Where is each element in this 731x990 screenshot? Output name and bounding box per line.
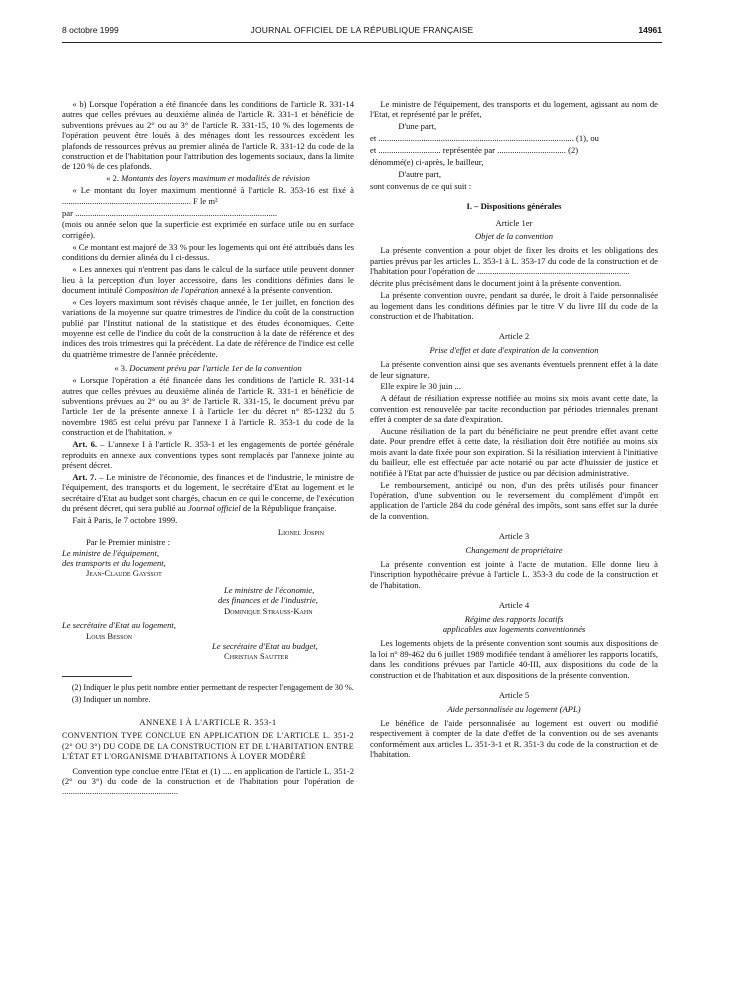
article-2-p5: Le remboursement, anticipé ou non, d'un des prêts utilisés pour financer l'opération, d'une subvention ou le reversement du complément d'impôt en application de l'article 284 du code général des impôts, sont sans effet sur la durée de la convention. <box>370 479 658 521</box>
article-2-p4: Aucune résiliation de la part du bénéficiaire ne peut prendre effet avant cette date. Pour prendre effet à cette date, la résiliation doit être notifiée au moins six mois avant la date fixée pour son expiration. Si la résiliation intervient à l'initiative du bailleur, elle est effectuée par acte notarié ou par acte d'huissier de justice et notifiée à l'Etat par acte d'huissier de justice ou par décision administrative. <box>370 426 658 478</box>
article-5-p: Le bénéfice de l'aide personnalisée au logement est ouvert ou modifié respectivement à compter de la date d'effet de la convention ou de ses avenants conformément aux articles L. 351-3-1 et R. 351-3 du code de la construction et de l'habitation. <box>370 717 658 760</box>
article-4-p: Les logements objets de la présente convention sont soumis aux dispositions de la loi n° 89-462 du 6 juillet 1989 modifiée tendant à améliorer les rapports locatifs, dans les conditions prévues par l'article 40-III, aux dispositions du code de la construction et de l'habitation et aux dispositions de la présente convention. <box>370 638 658 680</box>
annexe-paragraph: Convention type conclue entre l'Etat et (1) .... en application de l'article L. 351-2 (2° ou 3°) du code de la construction et de l'habitation pour l'opération de ...................................................... <box>62 765 354 797</box>
article-4-title-2: applicables aux logements conventionnés <box>442 624 586 635</box>
article-2-title: Prise d'effet et date d'expiration de la convention <box>429 344 599 355</box>
article-2-p2: Elle expire le 30 juin ... <box>380 381 461 392</box>
dautre-part: D'autre part, <box>398 168 441 179</box>
article-1-heading: Article 1er <box>495 217 533 228</box>
paragraph-document: « Lorsque l'opération a été financée dans les conditions de l'article R. 331-14 autres que celles prévues au deuxième alinéa de l'article R. 331-1 et bénéficie de subventions prévues au 2° ou au 3° de l'article R. 331-15, le document prévu par l'article 1er de la présente annexe I à l'article 1er du décret n° 85-1232 du 5 novembre 1985 est celui prévu par l'annexe I à l'article R. 353-1 du code de la construction et de l'habitation. » <box>62 375 354 438</box>
page-header <box>62 25 662 39</box>
signature-besson: Louis Besson <box>86 630 133 641</box>
article-5-heading: Article 5 <box>498 690 530 701</box>
section-2-heading: « 2. Montants des loyers maximum et modalités de révision <box>106 173 310 184</box>
article-3-p: La présente convention est jointe à l'acte de mutation. Elle donne lieu à l'inscription hypothécaire prévue à l'article L. 353-3 du code de la construction et de l'habitation. <box>370 559 658 590</box>
equipement-title-2: des transports et du logement, <box>62 558 166 569</box>
article-6: Art. 6. – L'annexe I à l'article R. 353-1 et les engagements de portée générale reproduits en annexe aux conventions types sont remplacés par l'annexe jointe au présent décret. <box>62 439 355 470</box>
fait-a-paris: Fait à Paris, le 7 octobre 1999. <box>72 514 178 525</box>
header-rule <box>62 42 662 43</box>
section-3-heading: « 3. Document prévu par l'article 1er de la convention <box>114 363 302 374</box>
denomme-line: dénommé(e) ci-après, le bailleur, <box>370 157 484 168</box>
logement-title: Le secrétaire d'Etat au logement, <box>62 620 176 631</box>
right-column <box>370 99 658 761</box>
economie-title-2: des finances et de l'industrie, <box>218 595 318 606</box>
paragraph-loyer: « Le montant du loyer maximum mentionné à l'article R. 353-16 est fixé à ............................................................ F le m² <box>62 185 354 206</box>
article-2-p1: La présente convention ainsi que ses avenants éventuels prennent effet à la date de leur signature. <box>370 359 658 380</box>
economie-title-1: Le ministre de l'économie, <box>224 584 315 595</box>
paragraph-majore: « Ce montant est majoré de 33 % pour les logements qui ont été attribués dans les conditions du dernier alinéa du I ci-dessus. <box>62 241 354 263</box>
signature-sautter: Christian Sautter <box>224 651 289 662</box>
article-2-heading: Article 2 <box>498 331 530 342</box>
article-4-title-1: Régime des rapports locatifs <box>464 613 564 624</box>
paragraph-loyer-par: par .............................................................................................. <box>62 207 278 218</box>
page-number: 14961 <box>638 25 662 35</box>
signature-jospin: Lionel Jospin <box>277 526 324 537</box>
budget-title: Le secrétaire d'Etat au budget, <box>212 640 318 651</box>
article-5-title: Aide personnalisée au logement (APL) <box>447 703 581 714</box>
header-date: 8 octobre 1999 <box>62 25 119 35</box>
ministre-paragraph: Le ministre de l'équipement, des transports et du logement, agissant au nom de l'Etat, et représenté par le préfet, <box>370 99 658 120</box>
paragraph-b: « b) Lorsque l'opération a été financée dans les conditions de l'article R. 331-14 autres que celles prévues au deuxième alinéa de l'article R. 331-1 et bénéficie de subventions prévues au 2° ou au 3° de l'article R. 331-15, 10 % des logements de l'opération peuvent être loués à des ménages dont les ressources excèdent les plafonds de ressources prévus au premier alinéa de l'article R. 331-12 du code de la construction et de l'habitation pour l'attribution des logements sociaux, dans la limite de 120 % de ces plafonds. <box>62 99 354 172</box>
paragraph-annexes: « Les annexes qui n'entrent pas dans le calcul de la surface utile peuvent donner lieu à la perception d'un loyer accessoire, dans les conditions définies dans le document intitulé Composition de l'opération annexé à la présente convention. <box>62 264 354 295</box>
article-4-heading: Article 4 <box>498 600 530 611</box>
article-3-title: Changement de propriétaire <box>465 544 563 555</box>
dune-part: D'une part, <box>398 121 437 132</box>
journal-title: JOURNAL OFFICIEL DE LA RÉPUBLIQUE FRANÇAISE <box>250 25 474 35</box>
article-1-title: Objet de la convention <box>474 231 554 242</box>
article-1-p1b: décrite plus précisément dans le document joint à la présente convention. <box>370 278 622 289</box>
article-2-p3: A défaut de résiliation expresse notifiée au moins six mois avant cette date, la convention est renouvelée par tacite reconduction par périodes triennales prenant effet à compter de sa date d'expiration. <box>370 393 658 425</box>
paragraph-revision: « Ces loyers maximum sont révisés chaque année, le 1er juillet, en fonction des variations de la moyenne sur quatre trimestres de l'indice du coût de la construction publié par l'Institut national de la statistique et des études économiques. Cette moyenne est celle de l'indice du coût de la construction à la date de référence et des indices des trois trimestres qui la précèdent. La date de référence de l'indice est celle du quatrième trimestre de l'année précédente. <box>62 296 354 359</box>
paragraph-loyer-mois: (mois ou année selon que la superficie est exprimée en surface utile ou en surface corrigée). <box>62 219 354 240</box>
left-column <box>62 99 354 798</box>
signature-strauss-kahn: Dominique Strauss-Kahn <box>224 605 313 616</box>
article-3-heading: Article 3 <box>498 531 530 542</box>
footnote-3: (3) Indiquer un nombre. <box>71 694 151 704</box>
annexe-title: ANNEXE I À L'ARTICLE R. 353-1 <box>139 717 277 728</box>
et-line-1: et ........................................................................................... (1), ou <box>370 133 599 144</box>
convenus-line: sont convenus de ce qui suit : <box>370 180 472 191</box>
article-1-p2: La présente convention ouvre, pendant sa durée, le droit à l'aide personnalisée au logement dans les conditions définies par le titre V du livre III du code de la construction et de l'habitation. <box>370 290 658 321</box>
article-7: Art. 7. – Le ministre de l'économie, des finances et de l'industrie, le ministre de l'équipement, des transports et du logement, le secrétaire d'Etat au logement et le secrétaire d'Etat au budget sont chargés, chacun en ce qui le concerne, de l'exécution du présent décret, qui sera publié au Journal officiel de la République française. <box>62 471 354 514</box>
et-line-2: et ............................. représentée par ................................ (2) <box>370 145 579 156</box>
annexe-caption: CONVENTION TYPE CONCLUE EN APPLICATION DE L'ARTICLE L. 351-2 (2° OU 3°) DU CODE DE LA CONSTRUCTION ET DE L'HABITATION ENTRE L'ÉTAT ET L'ORGANISME D'HABITATIONS À LOYER MODÉRÉ <box>62 731 354 762</box>
article-1-p1: La présente convention a pour objet de fixer les droits et les obligations des parties prévus par les articles L. 353-1 à L. 353-17 du code de la construction et de l'habitation pour l'opération de ....................................................................... <box>370 245 658 277</box>
par-premier-ministre: Par le Premier ministre : <box>86 537 171 548</box>
footnote-rule <box>62 676 132 677</box>
footnote-2: (2) Indiquer le plus petit nombre entier permettant de respecter l'engagement de 30 %. <box>71 682 354 692</box>
section-I-heading: I. – Dispositions générales <box>466 201 562 212</box>
equipement-title-1: Le ministre de l'équipement, <box>62 547 159 558</box>
signature-gayssot: Jean-Claude Gayssot <box>86 568 162 579</box>
